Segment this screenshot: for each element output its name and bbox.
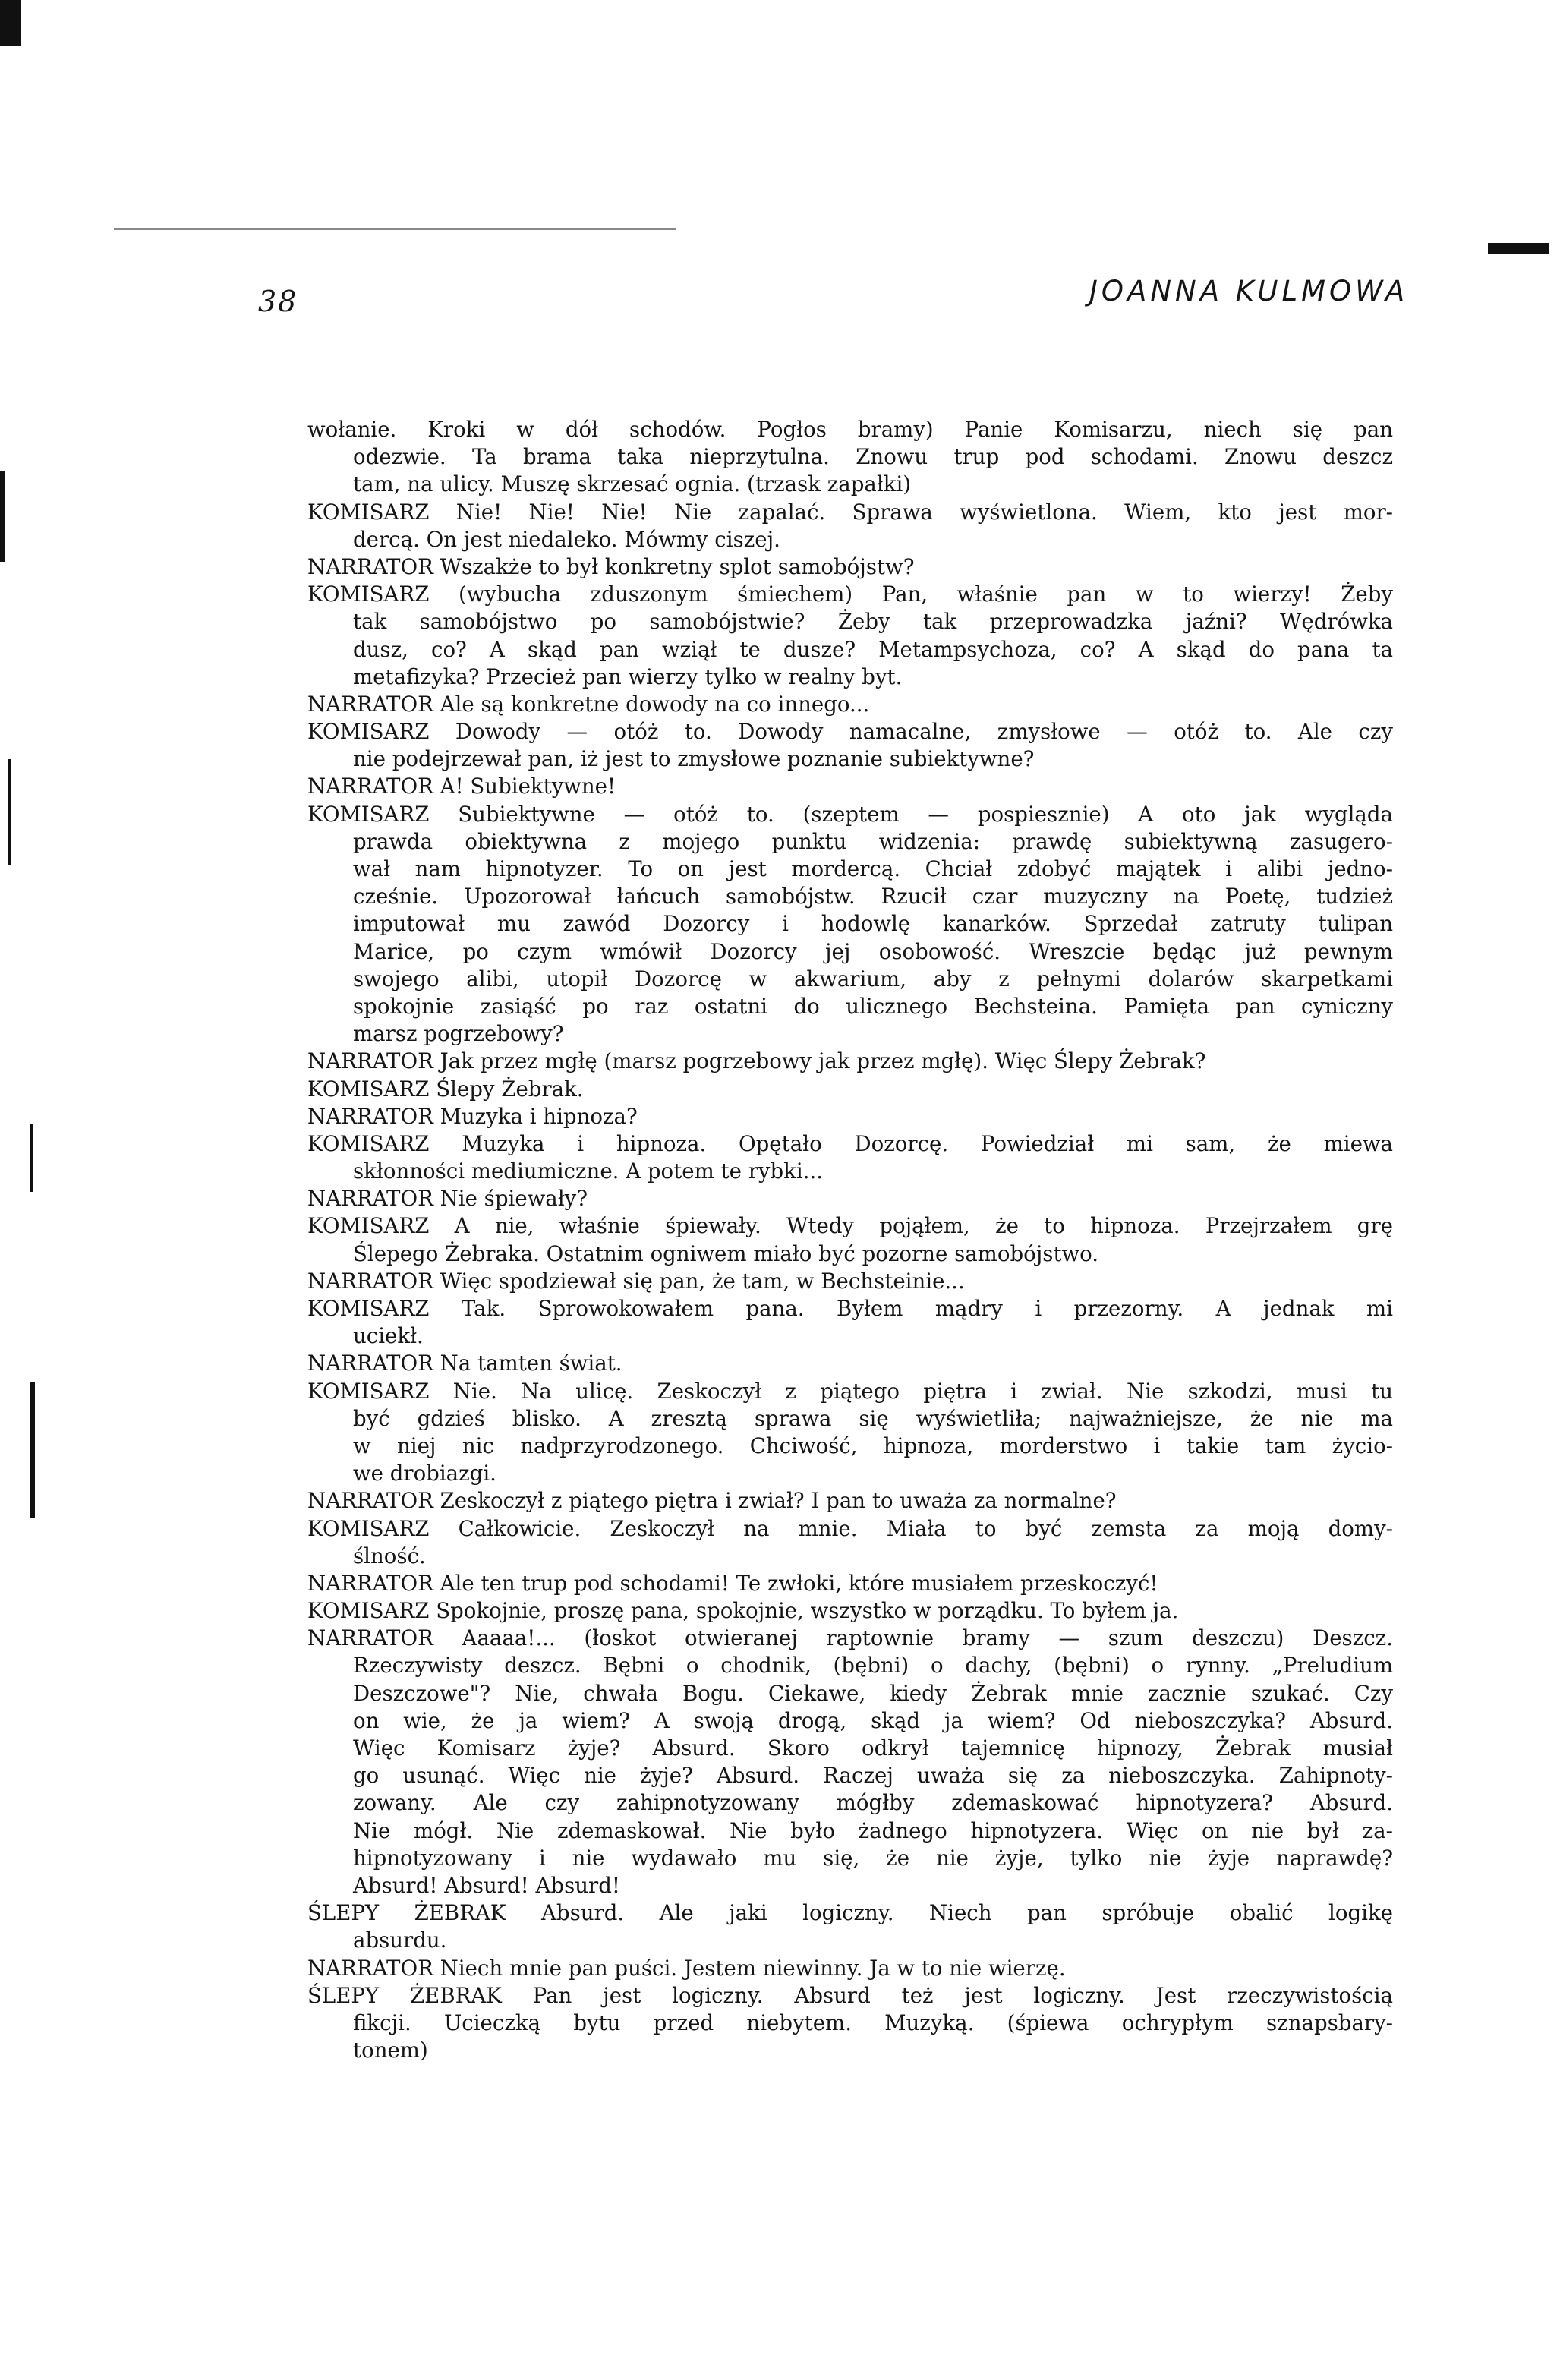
speech-line: NARRATOR Niech mnie pan puści. Jestem niewinny. Ja w to nie wierzę. xyxy=(307,1955,1066,1981)
speech-line: wołanie. Kroki w dół schodów. Pogłos bramy) Panie Komisarzu, niech się pan xyxy=(307,417,1393,442)
speech-line: NARRATOR Jak przez mgłę (marsz pogrzebowy jak przez mgłę). Więc Ślepy Żebrak? xyxy=(307,1048,1206,1074)
speech-line: KOMISARZ Całkowicie. Zeskoczył na mnie. Miała to być zemsta za moją domy- xyxy=(307,1515,1393,1541)
speech-continuation-line: nie podejrzewał pan, iż jest to zmysłowe poznanie subiektywne? xyxy=(353,746,1035,772)
body-text xyxy=(307,416,1393,2064)
speech-continuation-line: swojego alibi, utopił Dozorcę w akwarium, aby z pełnymi dolarów skarpetkami xyxy=(353,966,1393,991)
speech-line: NARRATOR A! Subiektywne! xyxy=(307,774,616,799)
speech-continuation-line: metafizyka? Przecież pan wierzy tylko w realny byt. xyxy=(353,664,903,689)
speech-line: KOMISARZ Nie. Na ulicę. Zeskoczył z piątego piętra i zwiał. Nie szkodzi, musi tu xyxy=(307,1378,1393,1404)
speech-continuation-line: w niej nic nadprzyrodzonego. Chciwość, hipnoza, morderstwo i takie tam życio- xyxy=(353,1433,1393,1458)
speech-line: NARRATOR Nie śpiewały? xyxy=(307,1186,588,1212)
speech-continuation-line: dusz, co? A skąd pan wziął te dusze? Metampsychoza, co? A skąd do pana ta xyxy=(353,636,1393,662)
running-head: JOANNA KULMOWA xyxy=(1089,275,1409,307)
speech-line: ŚLEPY ŻEBRAK Absurd. Ale jaki logiczny. Niech pan spróbuje obalić logikę xyxy=(307,1900,1393,1926)
speech-line: NARRATOR Wszakże to był konkretny splot samobójstw? xyxy=(307,553,915,579)
speech-continuation-line: hipnotyzowany i nie wydawało mu się, że nie żyje, tylko nie żyje naprawdę? xyxy=(353,1845,1393,1871)
speech-line: NARRATOR Na tamten świat. xyxy=(307,1351,622,1376)
speech-continuation-line: Nie mógł. Nie zdemaskował. Nie było żadnego hipnotyzera. Więc on nie był za- xyxy=(353,1817,1393,1843)
speech-continuation-line: Ślepego Żebraka. Ostatnim ogniwem miało być pozorne samobójstwo. xyxy=(353,1240,1099,1266)
page-number: 38 xyxy=(258,285,298,318)
speech-line: KOMISARZ Tak. Sprowokowałem pana. Byłem mądry i przezorny. A jednak mi xyxy=(307,1296,1393,1321)
speech-continuation-line: odezwie. Ta brama taka nieprzytulna. Znowu trup pod schodami. Znowu deszcz xyxy=(353,444,1393,470)
speech-continuation-line: tak samobójstwo po samobójstwie? Żeby tak przeprowadzka jaźni? Wędrówka xyxy=(353,609,1393,635)
speech-continuation-line: Rzeczywisty deszcz. Bębni o chodnik, (bębni) o dachy, (bębni) o rynny. „Preludium xyxy=(353,1653,1393,1679)
speech-line: NARRATOR Ale są konkretne dowody na co innego... xyxy=(307,691,870,717)
speech-continuation-line: zowany. Ale czy zahipnotyzowany mógłby zdemaskować hipnotyzera? Absurd. xyxy=(353,1790,1393,1816)
speech-continuation-line: dercą. On jest niedaleko. Mówmy ciszej. xyxy=(353,526,780,552)
speech-line: NARRATOR Aaaaa!... (łoskot otwieranej raptownie bramy — szum deszczu) Deszcz. xyxy=(307,1625,1393,1651)
speech-continuation-line: go usunąć. Więc nie żyje? Absurd. Raczej uważa się za nieboszczyka. Zahipnoty- xyxy=(353,1763,1393,1789)
speech-continuation-line: we drobiazgi. xyxy=(353,1461,496,1486)
speech-continuation-line: imputował mu zawód Dozorcy i hodowlę kanarków. Sprzedał zatruty tulipan xyxy=(353,911,1393,937)
speech-line: KOMISARZ (wybucha zduszonym śmiechem) Pan, właśnie pan w to wierzy! Żeby xyxy=(307,582,1393,607)
speech-continuation-line: Deszczowe"? Nie, chwała Bogu. Ciekawe, kiedy Żebrak mnie zacznie szukać. Czy xyxy=(353,1680,1393,1706)
speech-continuation-line: wał nam hipnotyzer. To on jest mordercą. Chciał zdobyć majątek i alibi jedno- xyxy=(353,856,1393,881)
speech-continuation-line: uciekł. xyxy=(353,1323,424,1349)
speech-continuation-line: skłonności mediumiczne. A potem te rybki... xyxy=(353,1158,824,1184)
speech-continuation-line: tonem) xyxy=(353,2038,428,2063)
scan-mark xyxy=(8,759,11,865)
speech-line: NARRATOR Muzyka i hipnoza? xyxy=(307,1103,638,1129)
speech-line: KOMISARZ Ślepy Żebrak. xyxy=(307,1076,584,1102)
speech-continuation-line: on wie, że ja wiem? A swoją drogą, skąd ja wiem? Od nieboszczyka? Absurd. xyxy=(353,1707,1393,1733)
speech-continuation-line: ślność. xyxy=(353,1543,426,1568)
speech-line: KOMISARZ Muzyka i hipnoza. Opętało Dozorcę. Powiedział mi sam, że miewa xyxy=(307,1130,1393,1156)
speech-line: ŚLEPY ŻEBRAK Pan jest logiczny. Absurd też jest logiczny. Jest rzeczywistością xyxy=(307,1982,1393,2008)
speech-line: KOMISARZ Dowody — otóż to. Dowody namacalne, zmysłowe — otóż to. Ale czy xyxy=(307,719,1393,745)
speech-line: KOMISARZ A nie, właśnie śpiewały. Wtedy pojąłem, że to hipnoza. Przejrzałem grę xyxy=(307,1213,1393,1239)
scan-mark xyxy=(30,1124,33,1192)
scan-mark xyxy=(114,228,676,230)
speech-continuation-line: być gdzieś blisko. A zresztą sprawa się wyświetliła; najważniejsze, że nie ma xyxy=(353,1405,1393,1431)
scan-mark xyxy=(1488,243,1549,254)
speech-line: KOMISARZ Subiektywne — otóż to. (szeptem — pospiesznie) A oto jak wygląda xyxy=(307,801,1393,827)
speech-continuation-line: spokojnie zasiąść po raz ostatni do ulicznego Bechsteina. Pamięta pan cyniczny xyxy=(353,993,1393,1019)
speech-continuation-line: Więc Komisarz żyje? Absurd. Skoro odkrył tajemnicę hipnozy, Żebrak musiał xyxy=(353,1735,1393,1761)
scan-mark xyxy=(0,471,5,562)
speech-continuation-line: marsz pogrzebowy? xyxy=(353,1021,564,1047)
speech-continuation-line: Marice, po czym wmówił Dozorcy jej osobowość. Wreszcie będąc już pewnym xyxy=(353,938,1393,964)
speech-line: NARRATOR Więc spodziewał się pan, że tam, w Bechsteinie... xyxy=(307,1268,965,1294)
speech-line: KOMISARZ Spokojnie, proszę pana, spokojnie, wszystko w porządku. To byłem ja. xyxy=(307,1598,1179,1624)
speech-continuation-line: tam, na ulicy. Muszę skrzesać ognia. (trzask zapałki) xyxy=(353,471,912,497)
scan-mark xyxy=(30,1382,35,1518)
scan-mark xyxy=(0,0,21,46)
speech-continuation-line: fikcji. Ucieczką bytu przed niebytem. Muzyką. (śpiewa ochrypłym sznapsbary- xyxy=(353,2010,1393,2035)
speech-line: NARRATOR Ale ten trup pod schodami! Te zwłoki, które musiałem przeskoczyć! xyxy=(307,1570,1158,1596)
speech-continuation-line: Absurd! Absurd! Absurd! xyxy=(353,1872,620,1898)
speech-continuation-line: cześnie. Upozorował łańcuch samobójstw. Rzucił czar muzyczny na Poetę, tudzież xyxy=(353,884,1393,909)
speech-line: NARRATOR Zeskoczył z piątego piętra i zwiał? I pan to uważa za normalne? xyxy=(307,1488,1117,1514)
speech-continuation-line: prawda obiektywna z mojego punktu widzenia: prawdę subiektywną zasugero- xyxy=(353,828,1393,854)
speech-line: KOMISARZ Nie! Nie! Nie! Nie zapalać. Sprawa wyświetlona. Wiem, kto jest mor- xyxy=(307,499,1393,525)
speech-continuation-line: absurdu. xyxy=(353,1928,447,1953)
